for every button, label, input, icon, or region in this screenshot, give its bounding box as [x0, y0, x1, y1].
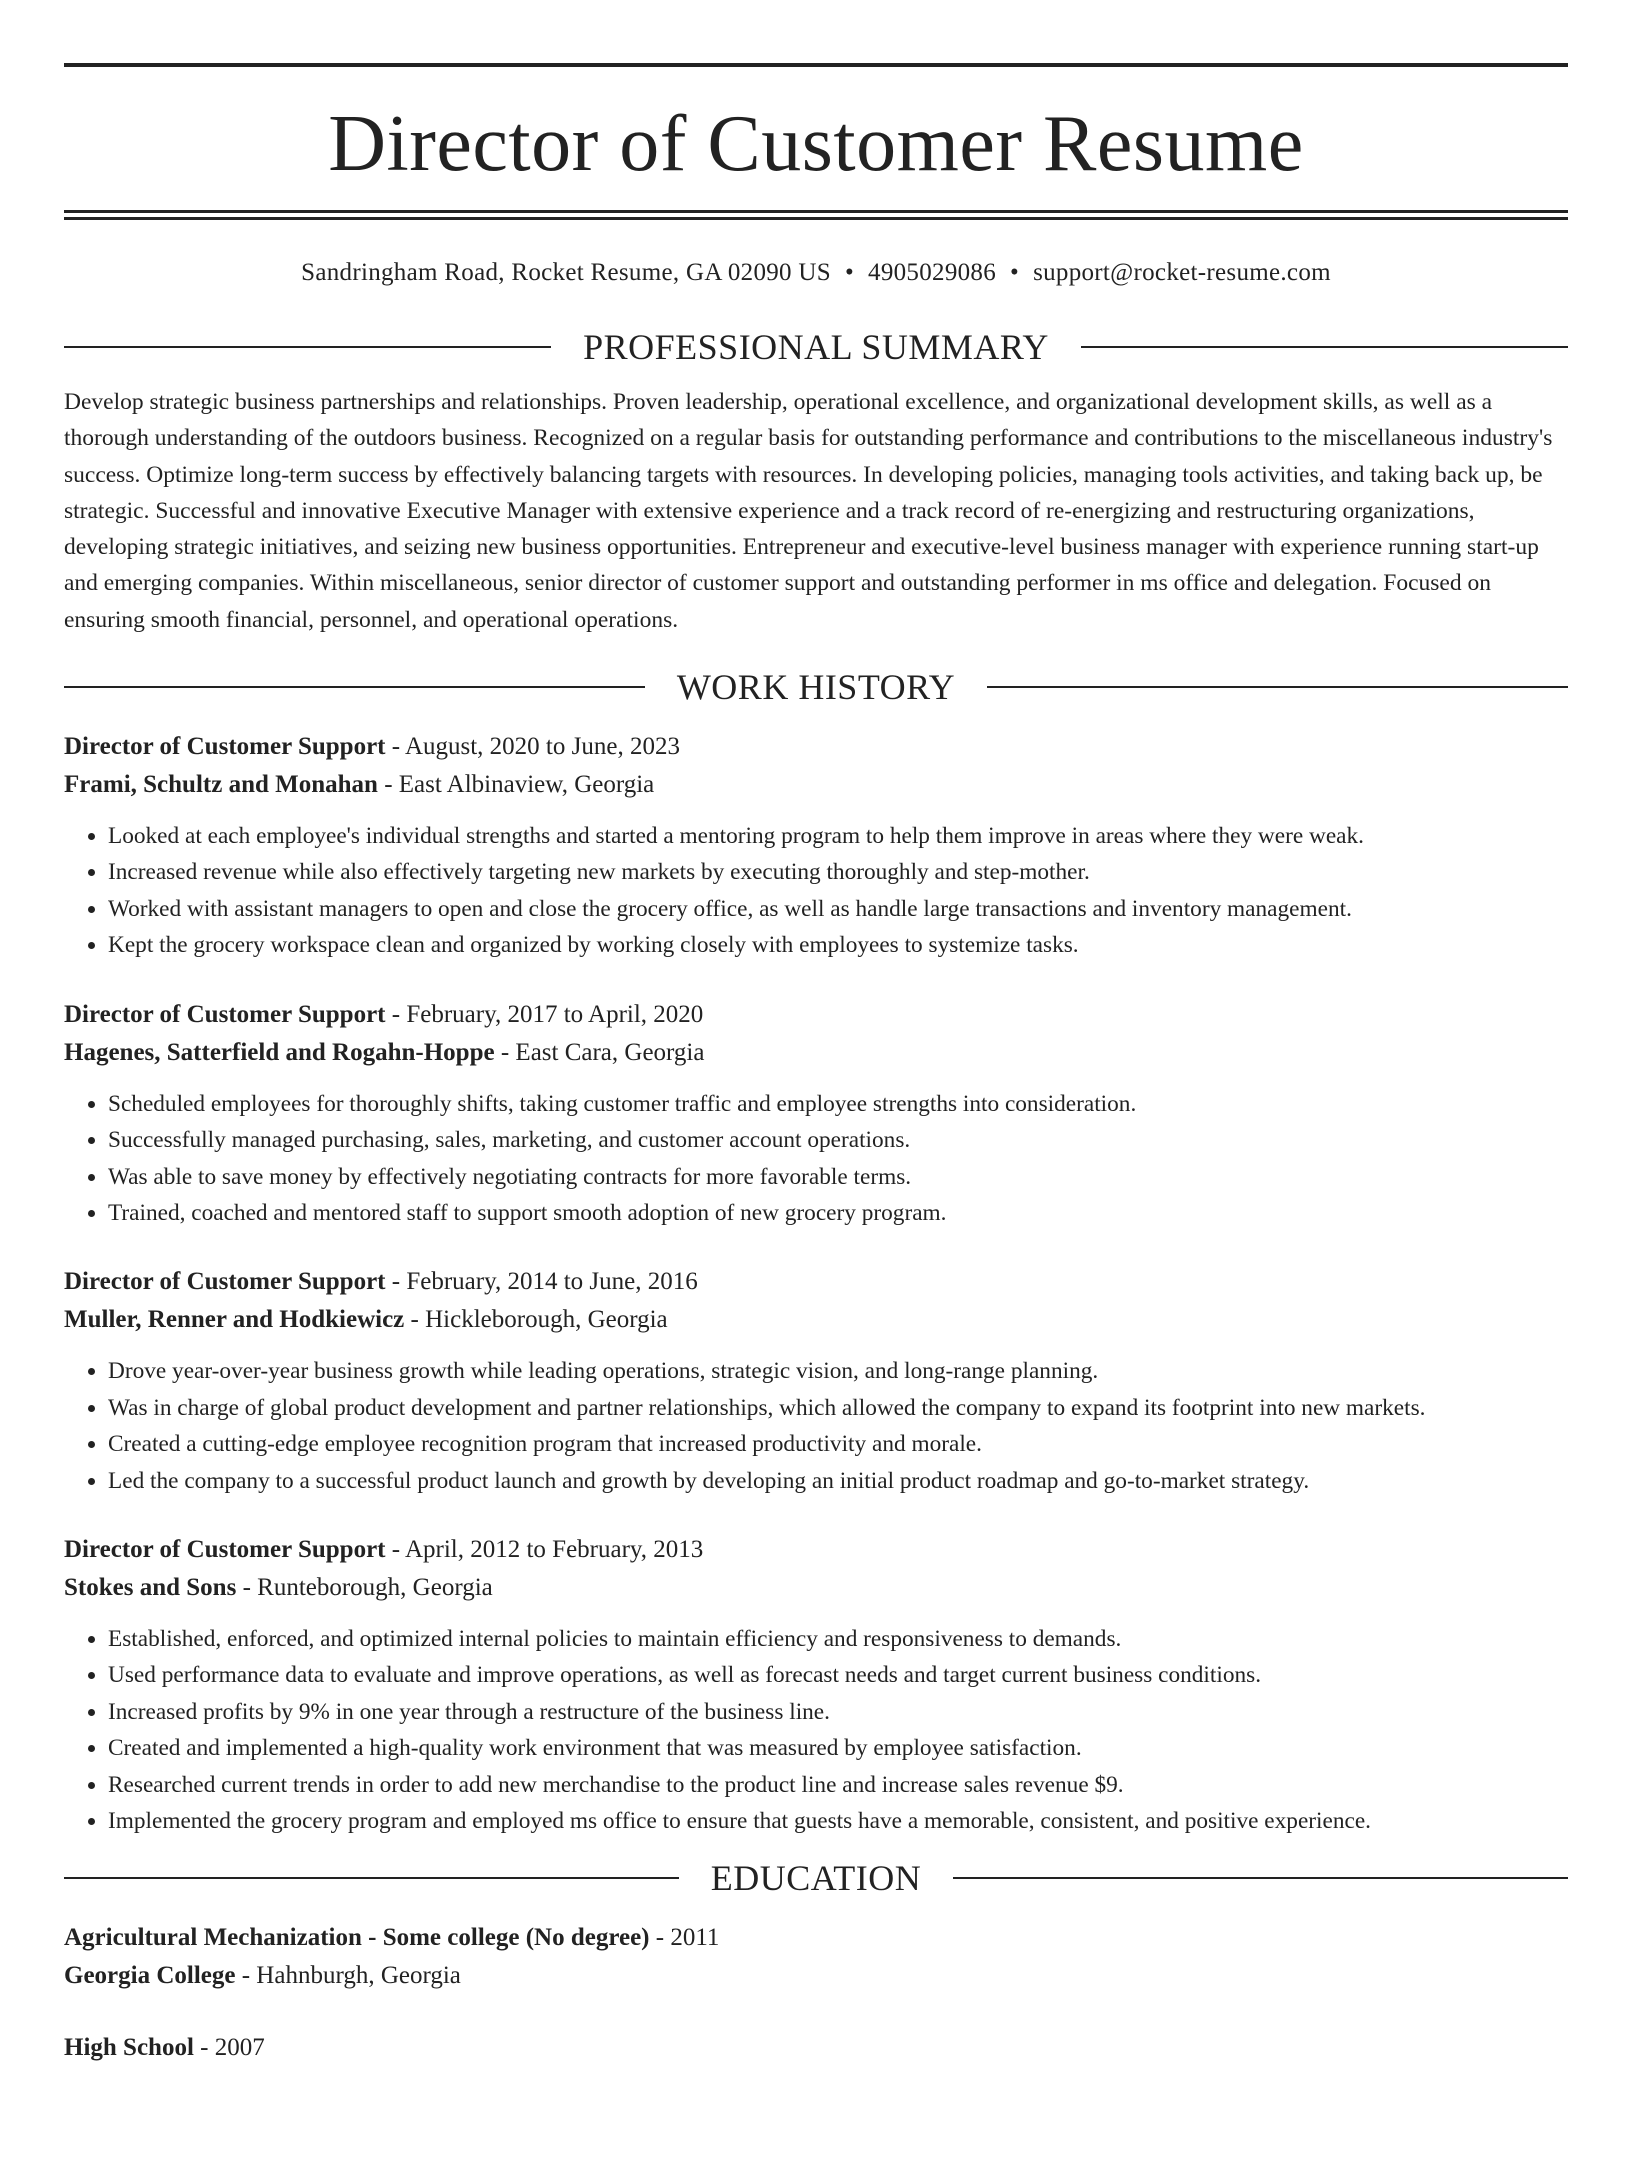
job-bullet: • Was in charge of global product development and partner relationships, which allowed the company to expand its footprint into new markets.	[108, 1390, 1568, 1426]
job-bullet: • Created a cutting-edge employee recognition program that increased productivity and morale.	[108, 1426, 1568, 1462]
job-location: - East Cara, Georgia	[494, 1038, 705, 1066]
job-bullets	[64, 1353, 1568, 1499]
contact-separator: •	[1010, 259, 1020, 286]
job-company-line	[64, 1301, 1568, 1339]
job-bullet: • Successfully managed purchasing, sales, marketing, and customer account operations.	[108, 1122, 1568, 1158]
job-title-line	[64, 1531, 1568, 1569]
heading-rule	[64, 346, 551, 348]
heading-rule	[1081, 346, 1568, 348]
heading-rule	[64, 1877, 679, 1879]
section-title: PROFESSIONAL SUMMARY	[583, 327, 1049, 367]
resume-page	[0, 63, 1632, 2175]
job-bullet: • Trained, coached and mentored staff to support smooth adoption of new grocery program.	[108, 1195, 1568, 1231]
job-entry	[64, 1263, 1568, 1499]
job-title-line	[64, 996, 1568, 1034]
job-bullet: • Created and implemented a high-quality work environment that was measured by employee satisfaction.	[108, 1730, 1568, 1766]
job-bullet: • Scheduled employees for thoroughly shifts, taking customer traffic and employee strengths into consideration.	[108, 1086, 1568, 1122]
job-bullet: • Was able to save money by effectively negotiating contracts for more favorable terms.	[108, 1159, 1568, 1195]
section-heading-education	[64, 1857, 1568, 1899]
education-year: - 2007	[193, 2034, 265, 2062]
job-title: Director of Customer Support	[64, 1000, 386, 1028]
job-bullet: • Worked with assistant managers to open and close the grocery office, as well as handle large transactions and inventory management.	[108, 891, 1568, 927]
job-bullet: • Established, enforced, and optimized internal policies to maintain efficiency and responsiveness to demands.	[108, 1621, 1568, 1657]
education-degree: High School	[64, 2034, 194, 2062]
job-entry	[64, 996, 1568, 1232]
job-dates: - August, 2020 to June, 2023	[385, 733, 680, 761]
education-degree-line	[64, 1919, 1568, 1957]
education-entry	[64, 2029, 1568, 2067]
job-dates: - February, 2014 to June, 2016	[385, 1268, 698, 1296]
job-bullet: • Implemented the grocery program and employed ms office to ensure that guests have a memorable, consistent, and positive experience.	[108, 1803, 1568, 1839]
heading-rule	[64, 686, 645, 688]
education-entry	[64, 1919, 1568, 1995]
job-bullets	[64, 1086, 1568, 1232]
job-dates: - April, 2012 to February, 2013	[385, 1535, 704, 1563]
job-dates: - February, 2017 to April, 2020	[385, 1000, 704, 1028]
job-bullet: • Increased profits by 9% in one year through a restructure of the business line.	[108, 1694, 1568, 1730]
job-title-line	[64, 1263, 1568, 1301]
job-company: Frami, Schultz and Monahan	[64, 771, 378, 799]
job-bullet: • Led the company to a successful product launch and growth by developing an initial product roadmap and go-to-market strategy.	[108, 1463, 1568, 1499]
contact-line	[64, 258, 1568, 288]
top-rule	[64, 63, 1568, 67]
job-title: Director of Customer Support	[64, 1535, 386, 1563]
contact-address: Sandringham Road, Rocket Resume, GA 02090 US	[301, 259, 831, 286]
job-location: - Hickleborough, Georgia	[404, 1306, 668, 1334]
section-heading-work-history	[64, 666, 1568, 708]
heading-rule	[953, 1877, 1568, 1879]
job-title-line	[64, 728, 1568, 766]
job-bullet: • Increased revenue while also effectively targeting new markets by executing thoroughly and step-mother.	[108, 854, 1568, 890]
summary-paragraph: Develop strategic business partnerships and relationships. Proven leadership, operational excellence, and organizational development skills, as well as a thorough understanding of the outdoors business. Recognized on a regular basis for outstanding performance and contributions to the miscellaneous industry's success. Optimize long-term success by effectively balancing targets with resources. In developing policies, managing tools activities, and taking back up, be strategic. Successful and innovative Executive Manager with extensive experience and a track record of re-energizing and restructuring organizations, developing strategic initiatives, and seizing new business opportunities. Entrepreneur and executive-level business manager with experience running start-up and emerging companies. Within miscellaneous, senior director of customer support and outstanding performer in ms office and delegation. Focused on ensuring smooth financial, personnel, and operational operations.	[64, 389, 1553, 633]
job-bullet: • Drove year-over-year business growth while leading operations, strategic vision, and long-range planning.	[108, 1353, 1568, 1389]
education-year: - 2011	[649, 1924, 720, 1952]
job-bullet: • Used performance data to evaluate and improve operations, as well as forecast needs and target current business conditions.	[108, 1657, 1568, 1693]
heading-rule	[987, 686, 1568, 688]
job-company-line	[64, 1569, 1568, 1607]
contact-email: support@rocket-resume.com	[1033, 259, 1331, 286]
education-school-line	[64, 1957, 1568, 1995]
education-degree: Agricultural Mechanization - Some college (No degree)	[64, 1924, 650, 1952]
contact-phone: 4905029086	[868, 259, 997, 286]
work-history-list	[64, 728, 1568, 1839]
job-bullets	[64, 818, 1568, 964]
job-company-line	[64, 766, 1568, 804]
job-entry	[64, 1531, 1568, 1839]
job-company: Muller, Renner and Hodkiewicz	[64, 1306, 405, 1334]
contact-separator: •	[844, 259, 855, 286]
job-location: - East Albinaview, Georgia	[377, 771, 655, 799]
education-location: - Hahnburgh, Georgia	[235, 1962, 461, 1990]
job-title: Director of Customer Support	[64, 1268, 386, 1296]
section-title: EDUCATION	[710, 1858, 922, 1899]
job-bullet: • Researched current trends in order to add new merchandise to the product line and increase sales revenue $9.	[108, 1767, 1568, 1803]
section-title: WORK HISTORY	[676, 667, 956, 708]
job-bullet: • Looked at each employee's individual strengths and started a mentoring program to help them improve in areas where they were weak.	[108, 818, 1568, 854]
education-school: Georgia College	[64, 1962, 236, 1990]
job-company: Hagenes, Satterfield and Rogahn-Hoppe	[64, 1038, 495, 1066]
section-heading-summary	[64, 326, 1568, 368]
job-company: Stokes and Sons	[64, 1573, 237, 1601]
page-title: Director of Customer Resume	[328, 100, 1304, 188]
job-bullet: • Kept the grocery workspace clean and organized by working closely with employees to systemize tasks.	[108, 927, 1568, 963]
job-entry	[64, 728, 1568, 964]
job-company-line	[64, 1034, 1568, 1072]
job-bullets	[64, 1621, 1568, 1839]
job-location: - Runteborough, Georgia	[236, 1573, 493, 1601]
education-degree-line	[64, 2029, 1568, 2067]
title-double-rule	[64, 210, 1568, 220]
job-title: Director of Customer Support	[64, 733, 386, 761]
